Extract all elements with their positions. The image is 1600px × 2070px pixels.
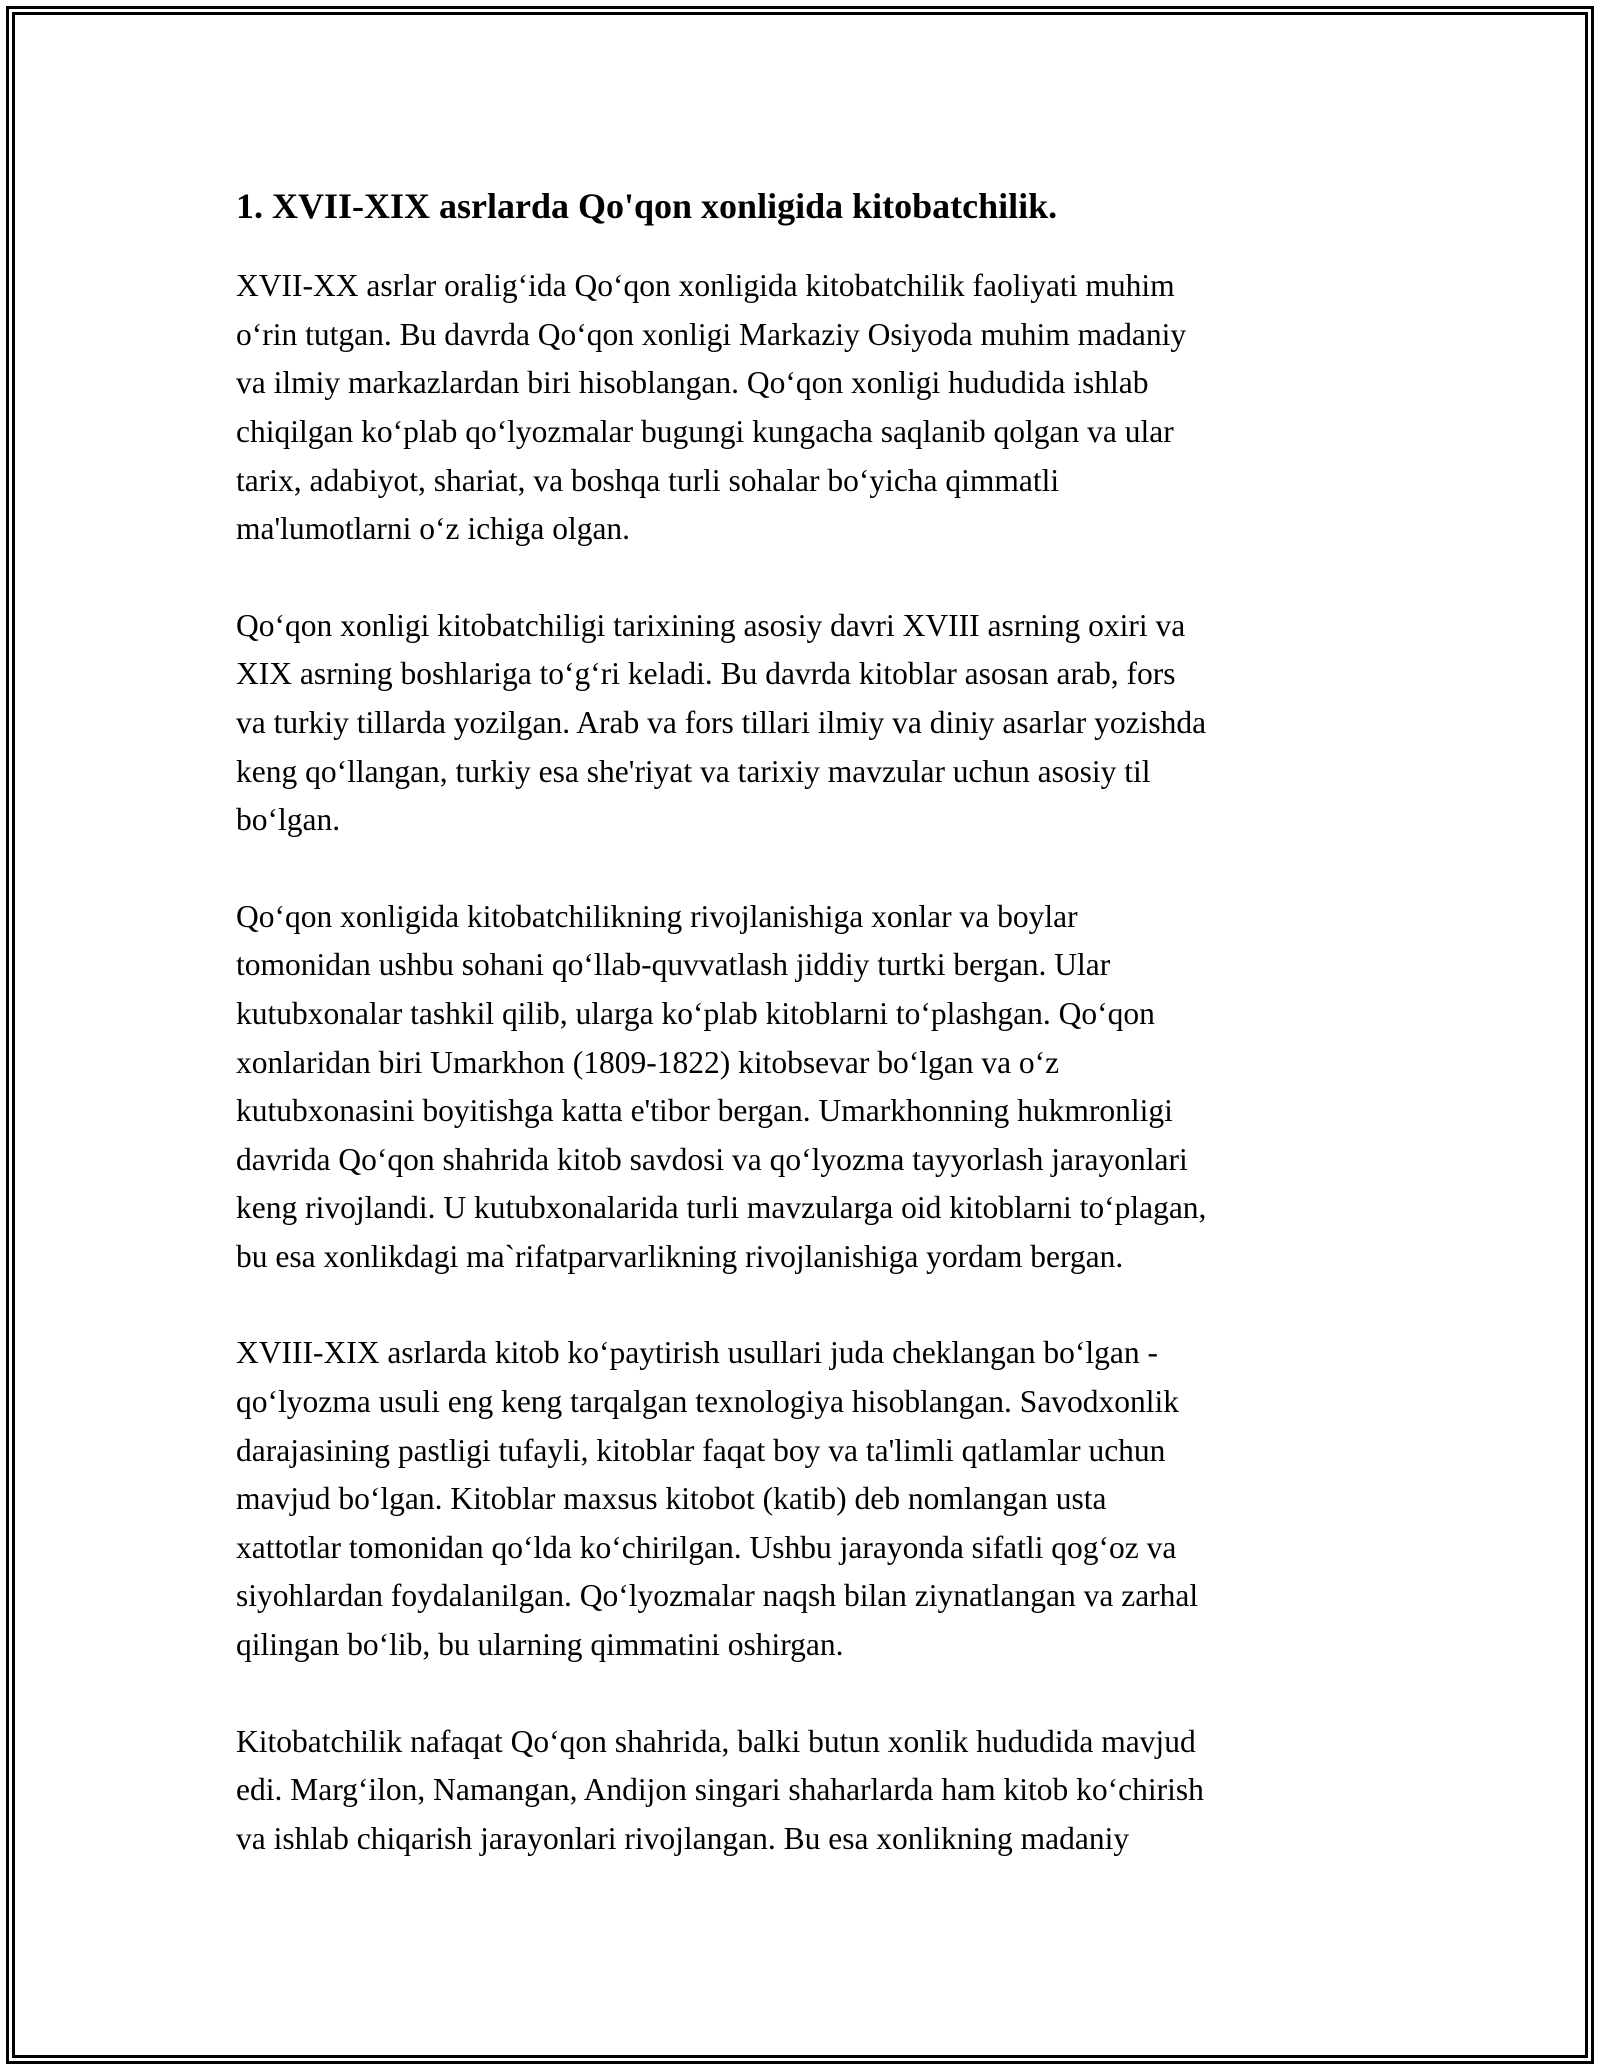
text-line: qilingan bo‘lib, bu ularning qimmatini oshirgan. <box>236 1627 844 1663</box>
text-line: xonlaridan biri Umarkhon (1809-1822) kitobsevar bo‘lgan va o‘z <box>236 1044 1060 1080</box>
paragraph-2 <box>236 602 1376 845</box>
text-line: ma'lumotlarni o‘z ichiga olgan. <box>236 511 631 547</box>
text-line: davrida Qo‘qon shahrida kitob savdosi va qo‘lyozma tayyorlash jarayonlari <box>236 1141 1188 1177</box>
text-line: tarix, adabiyot, shariat, va boshqa turli sohalar bo‘yicha qimmatli <box>236 462 1060 498</box>
text-line: XVII-XX asrlar oralig‘ida Qo‘qon xonligida kitobatchilik faoliyati muhim <box>236 268 1175 304</box>
text-line: XIX asrning boshlariga to‘g‘ri keladi. Bu davrda kitoblar asosan arab, fors <box>236 656 1176 692</box>
text-line: kutubxonasini boyitishga katta e'tibor bergan. Umarkhonning hukmronligi <box>236 1093 1173 1129</box>
text-line: keng rivojlandi. U kutubxonalarida turli mavzularga oid kitoblarni to‘plagan, <box>236 1190 1207 1226</box>
section-title: 1. XVII-XIX asrlarda Qo'qon xonligida kitobatchilik. <box>236 186 1058 226</box>
document-body <box>236 185 1376 1911</box>
text-line: XVIII-XIX asrlarda kitob ko‘paytirish usullari juda cheklangan bo‘lgan - <box>236 1335 1158 1371</box>
text-line: Kitobatchilik nafaqat Qo‘qon shahrida, balki butun xonlik hududida mavjud <box>236 1723 1196 1759</box>
text-line: o‘rin tutgan. Bu davrda Qo‘qon xonligi Markaziy Osiyoda muhim madaniy <box>236 316 1187 352</box>
text-line: edi. Marg‘ilon, Namangan, Andijon singari shaharlarda ham kitob ko‘chirish <box>236 1772 1204 1808</box>
text-line: tomonidan ushbu sohani qo‘llab-quvvatlash jiddiy turtki bergan. Ular <box>236 947 1111 983</box>
paragraph-1 <box>236 262 1376 554</box>
text-line: bu esa xonlikdagi ma`rifatparvarlikning rivojlanishiga yordam bergan. <box>236 1238 1124 1274</box>
text-line: keng qo‘llangan, turkiy esa she'riyat va tarixiy mavzular uchun asosiy til <box>236 753 1151 789</box>
text-line: va ilmiy markazlardan biri hisoblangan. Qo‘qon xonligi hududida ishlab <box>236 365 1149 401</box>
text-line: darajasining pastligi tufayli, kitoblar faqat boy va ta'limli qatlamlar uchun <box>236 1432 1166 1468</box>
text-line: Qo‘qon xonligida kitobatchilikning rivojlanishiga xonlar va boylar <box>236 898 1078 934</box>
text-line: va ishlab chiqarish jarayonlari rivojlangan. Bu esa xonlikning madaniy <box>236 1820 1130 1856</box>
text-line: va turkiy tillarda yozilgan. Arab va fors tillari ilmiy va diniy asarlar yozishda <box>236 704 1207 740</box>
paragraph-4 <box>236 1329 1376 1669</box>
paragraph-3 <box>236 893 1376 1282</box>
text-line: qo‘lyozma usuli eng keng tarqalgan texnologiya hisoblangan. Savodxonlik <box>236 1384 1180 1420</box>
text-line: mavjud bo‘lgan. Kitoblar maxsus kitobot (katib) deb nomlangan usta <box>236 1481 1107 1517</box>
text-line: kutubxonalar tashkil qilib, ularga ko‘plab kitoblarni to‘plashgan. Qo‘qon <box>236 995 1155 1031</box>
text-line: xattotlar tomonidan qo‘lda ko‘chirilgan. Ushbu jarayonda sifatli qog‘oz va <box>236 1529 1177 1565</box>
text-line: bo‘lgan. <box>236 802 341 838</box>
paragraph-5 <box>236 1718 1376 1864</box>
text-line: Qo‘qon xonligi kitobatchiligi tarixining asosiy davri XVIII asrning oxiri va <box>236 607 1186 643</box>
text-line: siyohlardan foydalanilgan. Qo‘lyozmalar naqsh bilan ziynatlangan va zarhal <box>236 1578 1199 1614</box>
text-line: chiqilgan ko‘plab qo‘lyozmalar bugungi kungacha saqlanib qolgan va ular <box>236 413 1174 449</box>
